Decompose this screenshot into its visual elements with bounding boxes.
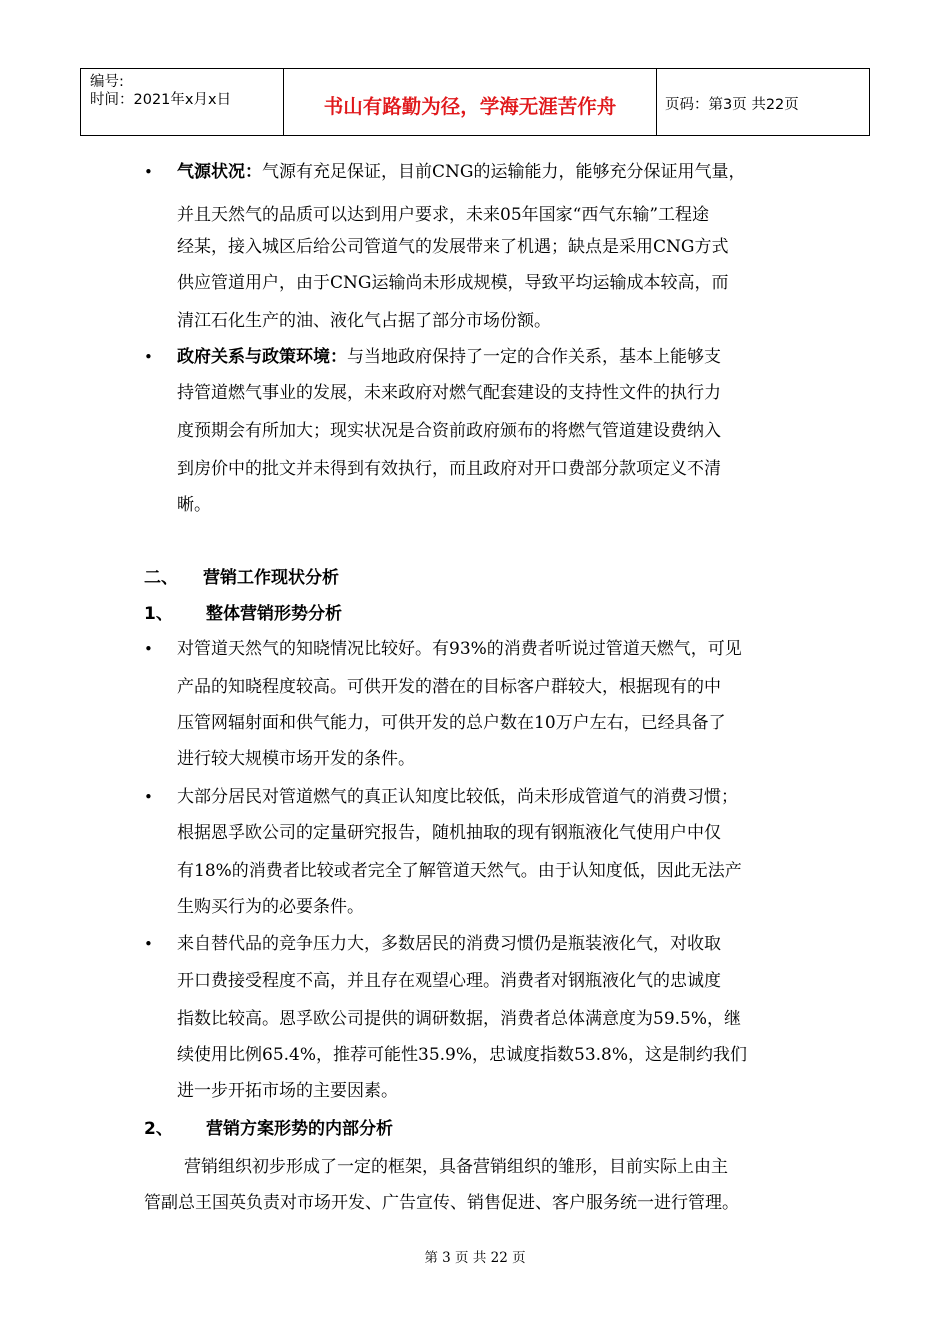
gas-line-3: 经某，接入城区后给公司管道气的发展带来了机遇；缺点是采用CNG方式 <box>177 237 729 257</box>
gov-line-4: 到房价中的批文并未得到有效执行，而且政府对开口费部分款项定义不清 <box>177 459 721 479</box>
para-line-2: 管副总王国英负责对市场开发、广告宣传、销售促进、客户服务统一进行管理。 <box>144 1193 739 1213</box>
chapter-number: 二、 <box>144 568 178 588</box>
b1-line-4: 进行较大规模市场开发的条件。 <box>177 749 415 769</box>
bullet-icon: • <box>144 348 153 366</box>
gas-line-5: 清江石化生产的油、液化气占据了部分市场份额。 <box>177 311 551 331</box>
gas-line-1 <box>177 161 745 183</box>
sub1-number: 1、 <box>144 604 173 624</box>
sub2-title: 营销方案形势的内部分析 <box>206 1119 393 1139</box>
bullet-icon: • <box>144 640 153 658</box>
sub2-number: 2、 <box>144 1119 173 1139</box>
sub1-title: 整体营销形势分析 <box>206 604 342 624</box>
b1-line-3: 压管网辐射面和供气能力，可供开发的总户数在10万户左右，已经具备了 <box>177 713 726 733</box>
b3-line-5: 进一步开拓市场的主要因素。 <box>177 1081 398 1101</box>
bullet-icon: • <box>144 788 153 806</box>
page-footer: 第 3 页 共 22 页 <box>424 1250 526 1266</box>
gas-title: 气源状况： <box>177 162 262 182</box>
gov-line-1 <box>177 346 721 368</box>
page-code: 页码：第3页 共22页 <box>665 96 799 113</box>
bullet-icon: • <box>144 163 153 181</box>
b2-line-2: 根据恩孚欧公司的定量研究报告，随机抽取的现有钢瓶液化气使用户中仅 <box>177 823 721 843</box>
b3-line-2: 开口费接受程度不高，并且存在观望心理。消费者对钢瓶液化气的忠诚度 <box>177 971 721 991</box>
motto: 书山有路勤为径，学海无涯苦作舟 <box>284 69 657 135</box>
para-line-1: 营销组织初步形成了一定的框架，具备营销组织的雏形，目前实际上由主 <box>184 1157 728 1177</box>
gas-text-1: 气源有充足保证，目前CNG的运输能力，能够充分保证用气量， <box>262 162 746 182</box>
gov-line-3: 度预期会有所加大；现实状况是合资前政府颁布的将燃气管道建设费纳入 <box>177 421 721 441</box>
header-meta <box>81 69 284 135</box>
b2-line-1: 大部分居民对管道燃气的真正认知度比较低，尚未形成管道气的消费习惯； <box>177 787 738 807</box>
gov-line-5: 晰。 <box>177 495 211 515</box>
b2-line-4: 生购买行为的必要条件。 <box>177 897 364 917</box>
gov-title: 政府关系与政策环境： <box>177 347 347 367</box>
number-label: 编号: <box>90 74 124 90</box>
b1-line-2: 产品的知晓程度较高。可供开发的潜在的目标客户群较大，根据现有的中 <box>177 677 721 697</box>
gov-text-1: 与当地政府保持了一定的合作关系，基本上能够支 <box>347 347 721 367</box>
gas-line-2: 并且天然气的品质可以达到用户要求，未来05年国家“西气东输”工程途 <box>177 205 710 225</box>
chapter-title: 营销工作现状分析 <box>203 568 339 588</box>
gov-line-2: 持管道燃气事业的发展，未来政府对燃气配套建设的支持性文件的执行力 <box>177 383 721 403</box>
b3-line-1: 来自替代品的竞争压力大，多数居民的消费习惯仍是瓶装液化气，对收取 <box>177 934 721 954</box>
page-header <box>80 68 870 136</box>
gas-line-4: 供应管道用户，由于CNG运输尚未形成规模，导致平均运输成本较高，而 <box>177 273 729 293</box>
time-label: 时间：2021年x月x日 <box>90 92 232 108</box>
b3-line-4: 续使用比例65.4%，推荐可能性35.9%，忠诚度指数53.8%，这是制约我们 <box>177 1045 748 1065</box>
b2-line-3: 有18%的消费者比较或者完全了解管道天然气。由于认知度低，因此无法产 <box>177 861 742 881</box>
b3-line-3: 指数比较高。恩孚欧公司提供的调研数据，消费者总体满意度为59.5%，继 <box>177 1009 742 1029</box>
b1-line-1: 对管道天然气的知晓情况比较好。有93%的消费者听说过管道天燃气，可见 <box>177 639 742 659</box>
bullet-icon: • <box>144 935 153 953</box>
